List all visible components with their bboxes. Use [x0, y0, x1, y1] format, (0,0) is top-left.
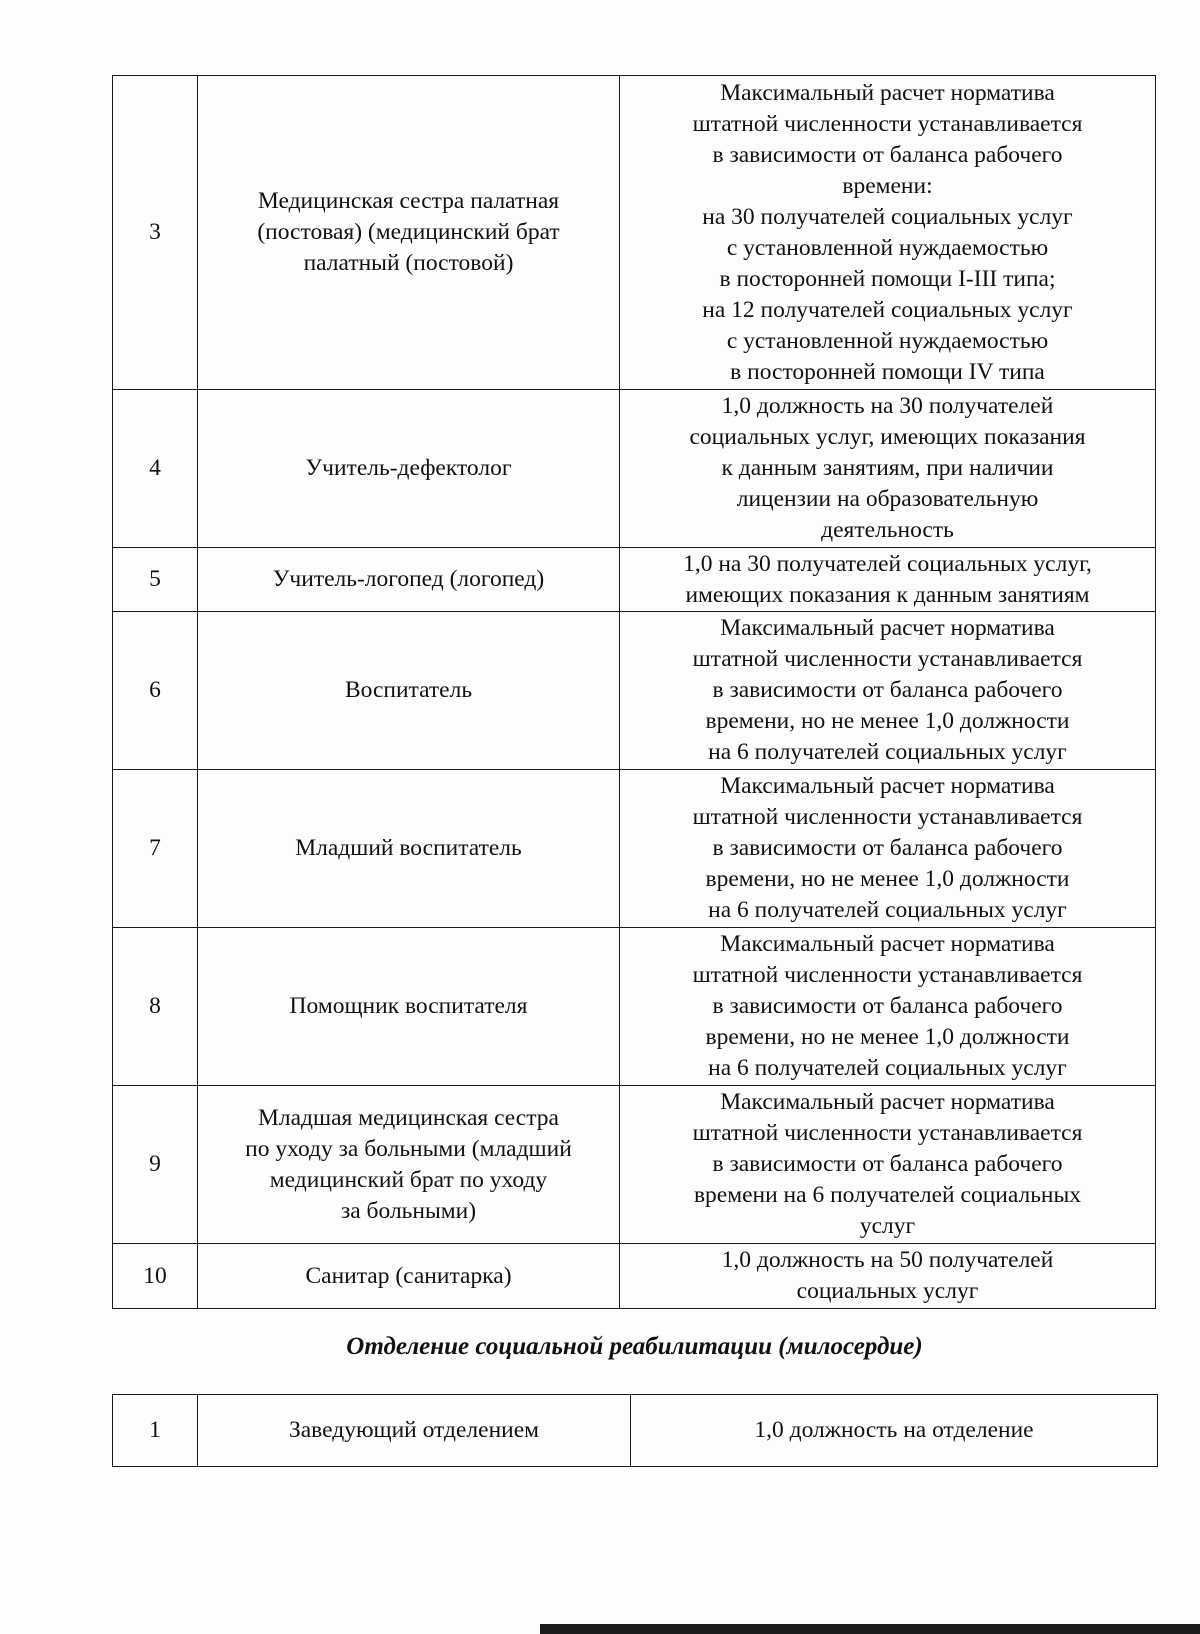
row-number: 9: [113, 1086, 198, 1244]
staffing-norm: 1,0 должность на 50 получателей социальных услуг: [620, 1244, 1156, 1309]
table-row: [113, 928, 1156, 1086]
staffing-norm: Максимальный расчет норматива штатной численности устанавливается в зависимости от баланса рабочего времени, но не менее 1,0 должности на 6 получателей социальных услуг: [620, 612, 1156, 770]
row-number: 7: [113, 770, 198, 928]
row-number: 6: [113, 612, 198, 770]
staffing-norm: Максимальный расчет норматива штатной численности устанавливается в зависимости от баланса рабочего времени: на 30 получателей социальных услуг с установленной нуждаемостью в посторонней помощи I-III типа; на 12 получателей социальных услуг с установленной нуждаемостью в посторонней помощи IV типа: [620, 76, 1156, 390]
staffing-norm: 1,0 должность на отделение: [631, 1395, 1158, 1467]
table-row: [113, 1395, 1158, 1467]
scan-edge-mark: [540, 1624, 1200, 1634]
position-name: Младшая медицинская сестра по уходу за больными (младший медицинский брат по уходу за больными): [198, 1086, 620, 1244]
staffing-norm: Максимальный расчет норматива штатной численности устанавливается в зависимости от баланса рабочего времени, но не менее 1,0 должности на 6 получателей социальных услуг: [620, 770, 1156, 928]
staffing-norm: Максимальный расчет норматива штатной численности устанавливается в зависимости от баланса рабочего времени, но не менее 1,0 должности на 6 получателей социальных услуг: [620, 928, 1156, 1086]
row-number: 3: [113, 76, 198, 390]
staffing-norm: 1,0 должность на 30 получателей социальных услуг, имеющих показания к данным занятиям, при наличии лицензии на образовательную деятельность: [620, 390, 1156, 548]
table-row: [113, 548, 1156, 612]
table-row: [113, 612, 1156, 770]
table-row: [113, 390, 1156, 548]
row-number: 8: [113, 928, 198, 1086]
position-name: Заведующий отделением: [198, 1395, 631, 1467]
row-number: 10: [113, 1244, 198, 1309]
row-number: 5: [113, 548, 198, 612]
position-name: Санитар (санитарка): [198, 1244, 620, 1309]
position-name: Медицинская сестра палатная (постовая) (медицинский брат палатный (постовой): [198, 76, 620, 390]
position-name: Учитель-дефектолог: [198, 390, 620, 548]
row-number: 1: [113, 1395, 198, 1467]
table-row: [113, 1086, 1156, 1244]
table-row: [113, 1244, 1156, 1309]
staffing-norm: 1,0 на 30 получателей социальных услуг, имеющих показания к данным занятиям: [620, 548, 1156, 612]
staffing-norm: Максимальный расчет норматива штатной численности устанавливается в зависимости от баланса рабочего времени на 6 получателей социальных услуг: [620, 1086, 1156, 1244]
table-row: [113, 76, 1156, 390]
position-name: Младший воспитатель: [198, 770, 620, 928]
section-title: Отделение социальной реабилитации (милосердие): [346, 1333, 923, 1360]
position-name: Помощник воспитателя: [198, 928, 620, 1086]
row-number: 4: [113, 390, 198, 548]
section-staffing-table: [112, 1394, 1158, 1467]
position-name: Учитель-логопед (логопед): [198, 548, 620, 612]
table-row: [113, 770, 1156, 928]
staffing-table: [112, 75, 1156, 1309]
position-name: Воспитатель: [198, 612, 620, 770]
